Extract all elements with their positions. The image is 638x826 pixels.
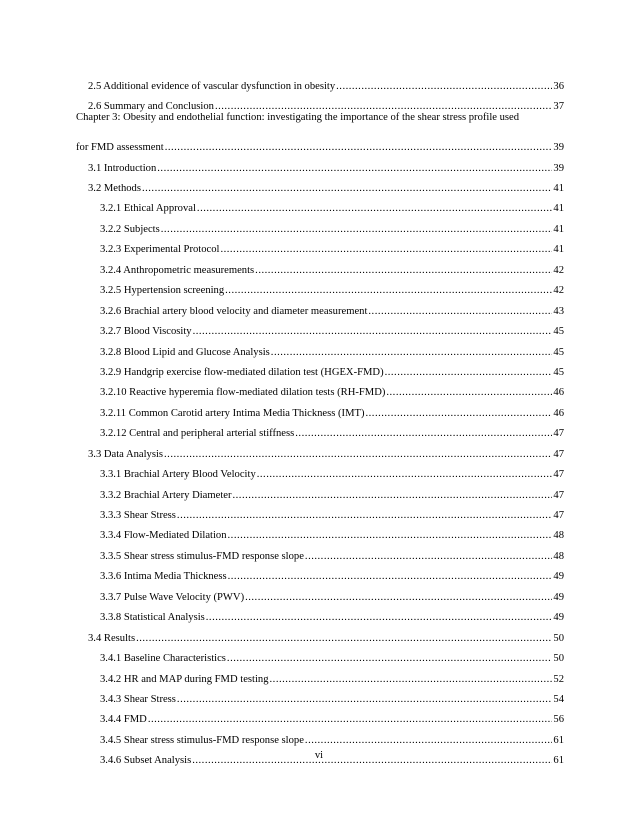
toc-entry-page: 45 (553, 326, 564, 338)
toc-entry-title: 2.6 Summary and Conclusion (88, 101, 214, 113)
dot-leader (245, 593, 552, 604)
toc-entry[interactable] (76, 113, 564, 133)
dot-leader (295, 429, 552, 440)
toc-entry-title: 3.4.4 FMD (100, 714, 147, 726)
toc-entry-page: 49 (553, 571, 564, 583)
toc-entry-page: 50 (553, 653, 564, 665)
toc-entry[interactable] (76, 603, 564, 623)
dot-leader (227, 654, 552, 665)
dot-leader (157, 164, 552, 175)
dot-leader (225, 286, 552, 297)
toc-entry-title: 3.1 Introduction (88, 162, 157, 174)
dot-leader (164, 450, 552, 461)
toc-entry[interactable] (76, 522, 564, 542)
toc-entry[interactable] (76, 685, 564, 705)
toc-entry-page: 47 (553, 510, 564, 522)
toc-entry-title: 3.2.2 Subjects (100, 223, 160, 235)
dot-leader (305, 552, 552, 563)
toc-entry-page: 45 (553, 366, 564, 378)
toc-entry-page: 47 (553, 489, 564, 501)
toc-entry-title: 2.5 Additional evidence of vascular dysfunction in obesity (88, 80, 336, 92)
toc-entry-title: 3.2.4 Anthropometric measurements (100, 264, 255, 276)
toc-entry[interactable] (76, 317, 564, 337)
toc-entry-page: 43 (553, 305, 564, 317)
toc-entry[interactable] (76, 358, 564, 378)
toc-entry[interactable] (76, 154, 564, 174)
toc-entry-title: 3.3.2 Brachial Artery Diameter (100, 489, 232, 501)
toc-entry-page: 54 (553, 693, 564, 705)
table-of-contents (76, 72, 564, 767)
toc-entry[interactable] (76, 644, 564, 664)
toc-entry-title: 3.3 Data Analysis (88, 448, 164, 460)
toc-entry-title: 3.2.5 Hypertension screening (100, 285, 225, 297)
toc-entry-page: 50 (553, 632, 564, 644)
toc-entry[interactable] (76, 481, 564, 501)
toc-entry-page: 41 (553, 203, 564, 215)
toc-entry-title: Chapter 3: Obesity and endothelial function: investigating the importance of the shear stress profile used (76, 111, 520, 123)
dot-leader (136, 634, 552, 645)
toc-entry[interactable] (76, 624, 564, 644)
toc-entry[interactable] (76, 379, 564, 399)
page-number: vi (314, 750, 324, 761)
dot-leader (206, 613, 553, 624)
toc-entry[interactable] (76, 501, 564, 521)
dot-leader (177, 511, 552, 522)
toc-entry-title: 3.3.5 Shear stress stimulus-FMD response slope (100, 550, 304, 562)
toc-entry-title: 3.3.8 Statistical Analysis (100, 612, 205, 624)
toc-entry[interactable] (76, 276, 564, 296)
toc-entry[interactable] (76, 706, 564, 726)
toc-entry-title: 3.2 Methods (88, 183, 141, 195)
toc-entry-page: 48 (553, 550, 564, 562)
dot-leader (271, 348, 553, 359)
toc-entry-title: 3.2.8 Blood Lipid and Glucose Analysis (100, 346, 270, 358)
toc-entry-page: 37 (553, 101, 564, 113)
dot-leader (385, 368, 553, 379)
toc-entry-page: 46 (553, 407, 564, 419)
toc-entry-page: 61 (553, 734, 564, 746)
toc-entry[interactable] (76, 583, 564, 603)
toc-entry[interactable] (76, 563, 564, 583)
dot-leader (177, 695, 552, 706)
toc-entry-title: 3.2.9 Handgrip exercise flow-mediated dilation test (HGEX-FMD) (100, 366, 384, 378)
toc-entry-page: 49 (553, 612, 564, 624)
toc-entry-page: 47 (553, 448, 564, 460)
dot-leader (220, 245, 552, 256)
dot-leader (336, 82, 552, 93)
toc-entry-page: 41 (553, 223, 564, 235)
toc-entry-title: 3.3.6 Intima Media Thickness (100, 571, 227, 583)
toc-entry-title: 3.4.5 Shear stress stimulus-FMD response slope (100, 734, 304, 746)
toc-entry-title: 3.4.6 Subset Analysis (100, 755, 192, 767)
dot-leader (228, 531, 553, 542)
toc-entry-title: 3.3.3 Shear Stress (100, 510, 176, 522)
toc-entry[interactable] (76, 215, 564, 235)
toc-entry[interactable] (76, 726, 564, 746)
toc-entry-page: 47 (553, 428, 564, 440)
dot-leader (142, 184, 552, 195)
toc-entry-page: 41 (553, 183, 564, 195)
dot-leader (228, 572, 553, 583)
toc-entry-title: 3.4.3 Shear Stress (100, 693, 176, 705)
toc-entry-page: 46 (553, 387, 564, 399)
toc-entry-title: 3.3.1 Brachial Artery Blood Velocity (100, 469, 256, 481)
toc-entry[interactable] (76, 399, 564, 419)
toc-entry-page: 36 (553, 80, 564, 92)
toc-entry-page: 47 (553, 469, 564, 481)
dot-leader (233, 491, 553, 502)
dot-leader (386, 388, 552, 399)
toc-entry-page: 49 (553, 591, 564, 603)
toc-entry-page: 39 (553, 142, 564, 154)
toc-entry[interactable] (76, 256, 564, 276)
toc-entry-title: 3.2.7 Blood Viscosity (100, 326, 192, 338)
toc-entry[interactable] (76, 133, 564, 153)
dot-leader (366, 409, 553, 420)
toc-entry[interactable] (76, 72, 564, 92)
toc-entry-title: 3.2.6 Brachial artery blood velocity and diameter measurement (100, 305, 368, 317)
toc-entry[interactable] (76, 665, 564, 685)
toc-entry-title: 3.2.10 Reactive hyperemia flow-mediated dilation tests (RH-FMD) (100, 387, 386, 399)
dot-leader (148, 715, 553, 726)
dot-leader (305, 736, 552, 747)
toc-entry-title: 3.3.7 Pulse Wave Velocity (PWV) (100, 591, 245, 603)
toc-entry[interactable] (76, 542, 564, 562)
toc-entry[interactable] (76, 174, 564, 194)
toc-entry-title: 3.2.1 Ethical Approval (100, 203, 196, 215)
dot-leader (161, 225, 553, 236)
toc-entry[interactable] (76, 195, 564, 215)
dot-leader (255, 266, 552, 277)
dot-leader (368, 307, 552, 318)
toc-entry-page: 42 (553, 264, 564, 276)
toc-entry-title: 3.2.3 Experimental Protocol (100, 244, 220, 256)
toc-entry-title: 3.2.11 Common Carotid artery Intima Media Thickness (IMT) (100, 407, 365, 419)
toc-entry-title: 3.3.4 Flow-Mediated Dilation (100, 530, 227, 542)
toc-entry-page: 41 (553, 244, 564, 256)
toc-entry-page: 61 (553, 755, 564, 767)
toc-entry[interactable] (76, 297, 564, 317)
toc-entry-page: 52 (553, 673, 564, 685)
dot-leader (193, 327, 553, 338)
toc-entry-page: 45 (553, 346, 564, 358)
toc-entry[interactable] (76, 419, 564, 439)
toc-entry-title: 3.4.2 HR and MAP during FMD testing (100, 673, 269, 685)
toc-entry-page: 39 (553, 162, 564, 174)
toc-entry[interactable] (76, 236, 564, 256)
toc-entry[interactable] (76, 460, 564, 480)
toc-entry[interactable] (76, 440, 564, 460)
toc-entry-title: for FMD assessment (76, 142, 164, 154)
toc-entry-title: 3.2.12 Central and peripheral arterial stiffness (100, 428, 295, 440)
dot-leader (270, 675, 553, 686)
toc-entry-title: 3.4.1 Baseline Characteristics (100, 653, 226, 665)
toc-entry-page: 56 (553, 714, 564, 726)
toc-entry-page: 48 (553, 530, 564, 542)
toc-entry-page: 42 (553, 285, 564, 297)
toc-entry[interactable] (76, 92, 564, 112)
toc-entry-title: 3.4 Results (88, 632, 136, 644)
dot-leader (257, 470, 553, 481)
dot-leader (165, 143, 553, 154)
toc-entry[interactable] (76, 338, 564, 358)
dot-leader (197, 204, 552, 215)
